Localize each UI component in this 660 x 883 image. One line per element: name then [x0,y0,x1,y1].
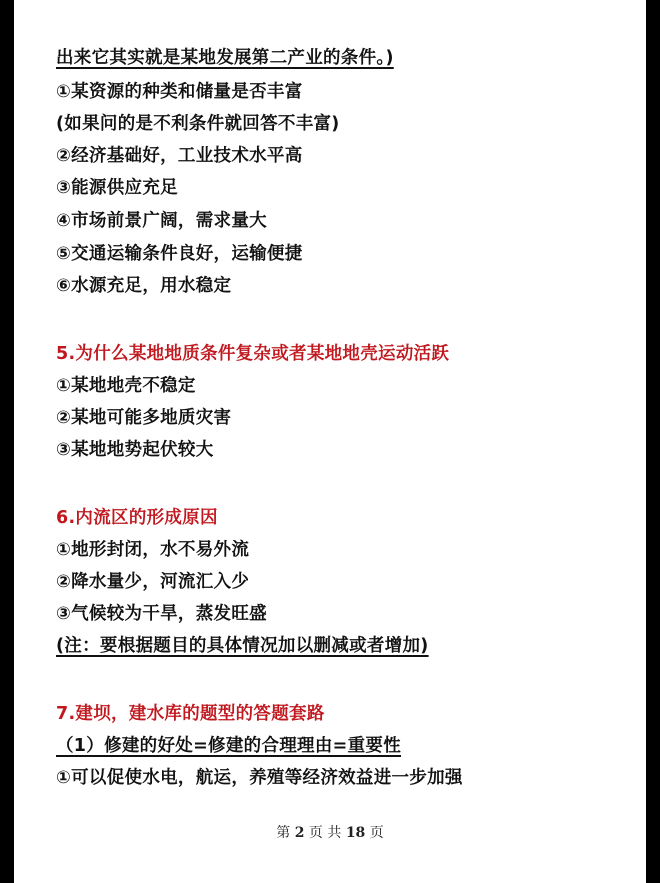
section-6-note: (注：要根据题目的具体情况加以删减或者增加) [56,636,429,656]
list-item: ③某地地势起伏较大 [56,440,214,460]
page-footer [14,822,646,842]
footer-page-number: 2 [294,825,305,841]
list-item: ③气候较为干旱，蒸发旺盛 [56,604,267,624]
list-item: ②降水量少，河流汇入少 [56,572,250,592]
list-item: ④市场前景广阔，需求量大 [56,211,267,231]
section-6-heading: 6.内流区的形成原因 [56,508,218,528]
list-item: ③能源供应充足 [56,178,178,198]
list-item: ⑤交通运输条件良好，运输便捷 [56,244,303,264]
list-item: ①地形封闭，水不易外流 [56,540,250,560]
section-5-heading: 5.为什么某地地质条件复杂或者某地地壳运动活跃 [56,344,450,364]
section-7-subheading: （1）修建的好处=修建的合理理由=重要性 [56,736,402,756]
list-item: ②某地可能多地质灾害 [56,408,232,428]
list-item: ②经济基础好，工业技术水平高 [56,146,303,166]
top-cut-line: 出来它其实就是某地发展第二产业的条件。) [56,48,394,68]
list-item: ⑥水源充足，用水稳定 [56,276,232,296]
footer-prefix: 第 [276,825,291,841]
section-7-heading: 7.建坝，建水库的题型的答题套路 [56,704,325,724]
document-page [14,0,646,883]
footer-middle: 页 共 [308,825,342,841]
list-item: (如果问的是不利条件就回答不丰富) [56,114,340,134]
footer-suffix: 页 [369,825,384,841]
footer-total-pages: 18 [345,825,366,841]
list-item: ①某资源的种类和储量是否丰富 [56,82,303,102]
list-item: ①可以促使水电，航运，养殖等经济效益进一步加强 [56,768,463,788]
list-item: ①某地地壳不稳定 [56,376,196,396]
